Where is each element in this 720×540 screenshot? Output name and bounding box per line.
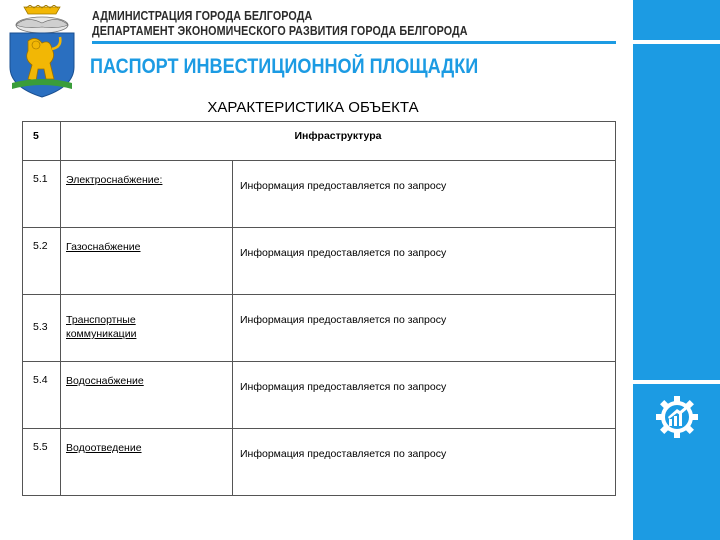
header-section-number: 5 [23, 122, 61, 161]
table-row [23, 362, 616, 429]
row-name-link[interactable]: Газоснабжение [66, 241, 141, 253]
row-info: Информация предоставляется по запросу [240, 381, 447, 393]
header-divider [92, 41, 616, 44]
sidebar-divider [633, 380, 720, 384]
table-row [23, 228, 616, 295]
belgorod-coat-of-arms-icon [6, 5, 78, 99]
page-title: ПАСПОРТ ИНВЕСТИЦИОННОЙ ПЛОЩАДКИ [90, 55, 479, 78]
row-info: Информация предоставляется по запросу [240, 448, 447, 460]
row-number: 5.5 [23, 429, 61, 496]
row-info: Информация предоставляется по запросу [240, 180, 447, 192]
row-number: 5.2 [23, 228, 61, 295]
sidebar-divider [633, 40, 720, 44]
infrastructure-table [22, 121, 616, 496]
right-sidebar [633, 0, 720, 540]
row-info: Информация предоставляется по запросу [240, 314, 447, 326]
section-title: ХАРАКТЕРИСТИКА ОБЪЕКТА [207, 99, 419, 116]
department-name: ДЕПАРТАМЕНТ ЭКОНОМИЧЕСКОГО РАЗВИТИЯ ГОРОДА БЕЛГОРОДА [92, 24, 468, 38]
table-row [23, 295, 616, 362]
table-row [23, 161, 616, 228]
row-number: 5.1 [23, 161, 61, 228]
row-name-link[interactable]: Водоотведение [66, 442, 142, 454]
table-header-row [23, 122, 616, 161]
row-name-link[interactable]: Транспортные коммуникации [66, 314, 137, 340]
row-name-link[interactable]: Электроснабжение: [66, 174, 163, 186]
row-name-link[interactable]: Водоснабжение [66, 375, 144, 387]
row-number: 5.4 [23, 362, 61, 429]
gear-chart-icon [655, 395, 699, 439]
organization-name: АДМИНИСТРАЦИЯ ГОРОДА БЕЛГОРОДА [92, 9, 313, 23]
row-number: 5.3 [23, 295, 61, 362]
row-info: Информация предоставляется по запросу [240, 247, 447, 259]
header-section-title: Инфраструктура [61, 122, 616, 161]
table-row [23, 429, 616, 496]
